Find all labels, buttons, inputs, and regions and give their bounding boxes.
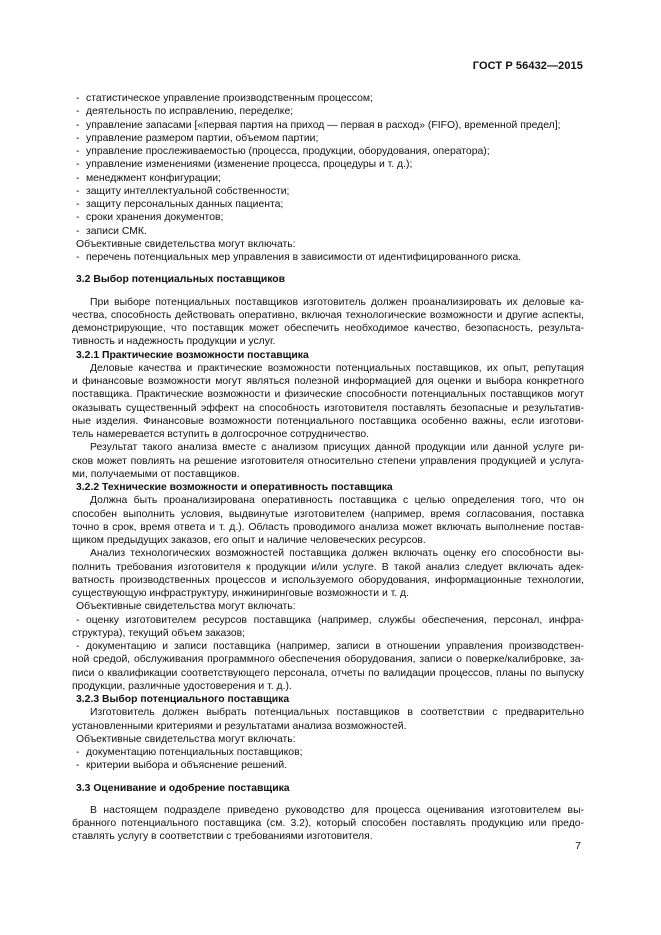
list-item: - защиту персональных данных пациента; bbox=[76, 199, 284, 210]
paragraph: Изготовитель должен выбрать потенциальных поставщиков в соответствии с предварительно установленными критериями и результатами анализа возможностей. bbox=[72, 707, 584, 732]
list-item: - записи СМК. bbox=[76, 225, 147, 237]
page-number: 7 bbox=[575, 840, 581, 852]
section-heading-3-2-1: 3.2.1 Практические возможности поставщика bbox=[76, 349, 309, 361]
bullet-dash: - bbox=[76, 225, 80, 237]
evidence-intro: Объективные свидетельства могут включать: bbox=[76, 733, 296, 745]
list-item: - защиту интеллектуальной собственности; bbox=[76, 185, 290, 197]
list-item: - критерии выбора и объяснение решений. bbox=[76, 760, 288, 772]
paragraph: Результат такого анализа вместе с анализом присущих данной продукции или данной услуге ри- сков может повлиять на решение изготовителя относительно степени управления продукцией и услуга- ми, получаемыми от поставщиков. bbox=[72, 442, 584, 480]
list-item: - управление запасами [«первая партия на приход — первая в расход» (FIFO), временной предел]; bbox=[76, 119, 561, 131]
paragraph: Должна быть проанализирована оперативность поставщика с целью определения того, что он способен выполнить условия, выдвинутые изготовителем (например, время согласования, поставка точно в срок, время ответа и т. д.). Область проводимого анализа может включать выполнение постав- щиком предыдущих заказов, его опыт и наличие человеческих ресурсов. bbox=[72, 495, 584, 546]
bullet-dash: - bbox=[76, 185, 80, 197]
list-item: - перечень потенциальных мер управления в зависимости от идентифицированного риска. bbox=[76, 252, 522, 263]
bullet-dash: - bbox=[76, 106, 80, 118]
bullet-dash: - bbox=[76, 159, 80, 171]
standard-designation: ГОСТ Р 56432—2015 bbox=[472, 60, 583, 72]
list-item: - управление изменениями (изменение процесса, процедуры и т. д.); bbox=[76, 159, 413, 171]
page-body bbox=[72, 92, 584, 844]
bullet-dash: - bbox=[76, 212, 80, 224]
list-item: - менеджмент конфигурации; bbox=[76, 172, 221, 184]
bullet-dash: - bbox=[76, 172, 80, 184]
bullet-dash: - bbox=[76, 199, 80, 210]
list-item: - документацию потенциальных поставщиков; bbox=[76, 747, 303, 758]
list-item: - оценку изготовителем ресурсов поставщика (например, службы обеспечения, персонал, инфра- структура), текущий объем заказов; bbox=[72, 614, 584, 639]
bullet-dash: - bbox=[76, 146, 80, 157]
bullet-dash: - bbox=[76, 119, 80, 131]
section-heading-3-3: 3.3 Оценивание и одобрение поставщика bbox=[76, 782, 290, 794]
section-heading-3-2-2: 3.2.2 Технические возможности и оперативность поставщика bbox=[76, 482, 393, 493]
paragraph: Анализ технологических возможностей поставщика должен включать оценку его способности вы- полнить требования изготовителя к продукции и/или услуге. В такой анализ следует включать адек- ватность производственных процессов и используемого оборудования, информационные технологии, существующую инфраструктуру, инжиниринговые возможности и т. д. bbox=[72, 548, 584, 599]
section-heading-3-2-3: 3.2.3 Выбор потенциального поставщика bbox=[76, 694, 290, 705]
bullet-dash: - bbox=[76, 641, 80, 652]
evidence-intro: Объективные свидетельства могут включать: bbox=[76, 238, 296, 250]
list-item: - статистическое управление производственным процессом; bbox=[76, 93, 373, 104]
bullet-dash: - bbox=[76, 93, 80, 104]
paragraph: Деловые качества и практические возможности потенциальных поставщиков, их опыт, репутация и финансовые возможности могут являться полезной информацией для оценки и выбора конкретного поставщика. Практические возможности и физические способности потенциальных поставщиков могут оказывать существенный эффект на способность изготовителя поставлять безопасные и результатив- ные изделия. Финансовые возможности потенциального поставщика особенно важны, если изготови- тель намеревается вступить в долгосрочное сотрудничество. bbox=[72, 362, 584, 440]
control-measures-list bbox=[72, 92, 584, 264]
list-item: - документацию и записи поставщика (например, записи в отношении управления производствен- ной средой, обслуживания программного обеспечения оборудования, записи о поверке/калибровке, за- писи о квалификации соответствующего персонала, отчеты по валидации процессов, планы по выпуску продукции, различные удостоверения и т. д.). bbox=[72, 641, 584, 692]
paragraph: При выборе потенциальных поставщиков изготовитель должен проанализировать их деловые ка- чества, способность действовать оперативно, включая технологические возможности и другие аспекты, демонстрирующие, что поставщик может обеспечить необходимое качество, безопасность, результа- тивность и надежность продукции и услуг. bbox=[72, 296, 584, 348]
bullet-dash: - bbox=[76, 614, 80, 626]
list-item: - сроки хранения документов; bbox=[76, 212, 224, 224]
bullet-dash: - bbox=[76, 760, 80, 772]
paragraph: В настоящем подразделе приведено руководство для процесса оценивания изготовителем вы- бранного потенциального поставщика (см. 3.2), который способен поставлять продукцию или предо- ставлять услугу в соответствии с требованиями изготовителя. bbox=[72, 804, 584, 843]
bullet-dash: - bbox=[76, 252, 80, 263]
bullet-dash: - bbox=[76, 132, 80, 144]
list-item: - управление прослеживаемостью (процесса, продукции, оборудования, оператора); bbox=[76, 146, 490, 157]
list-item: - управление размером партии, объемом партии; bbox=[76, 132, 319, 144]
list-item: - деятельность по исправлению, переделке; bbox=[76, 106, 294, 118]
section-heading-3-2: 3.2 Выбор потенциальных поставщиков bbox=[76, 274, 286, 286]
evidence-intro: Объективные свидетельства могут включать: bbox=[76, 601, 296, 613]
bullet-dash: - bbox=[76, 747, 80, 758]
